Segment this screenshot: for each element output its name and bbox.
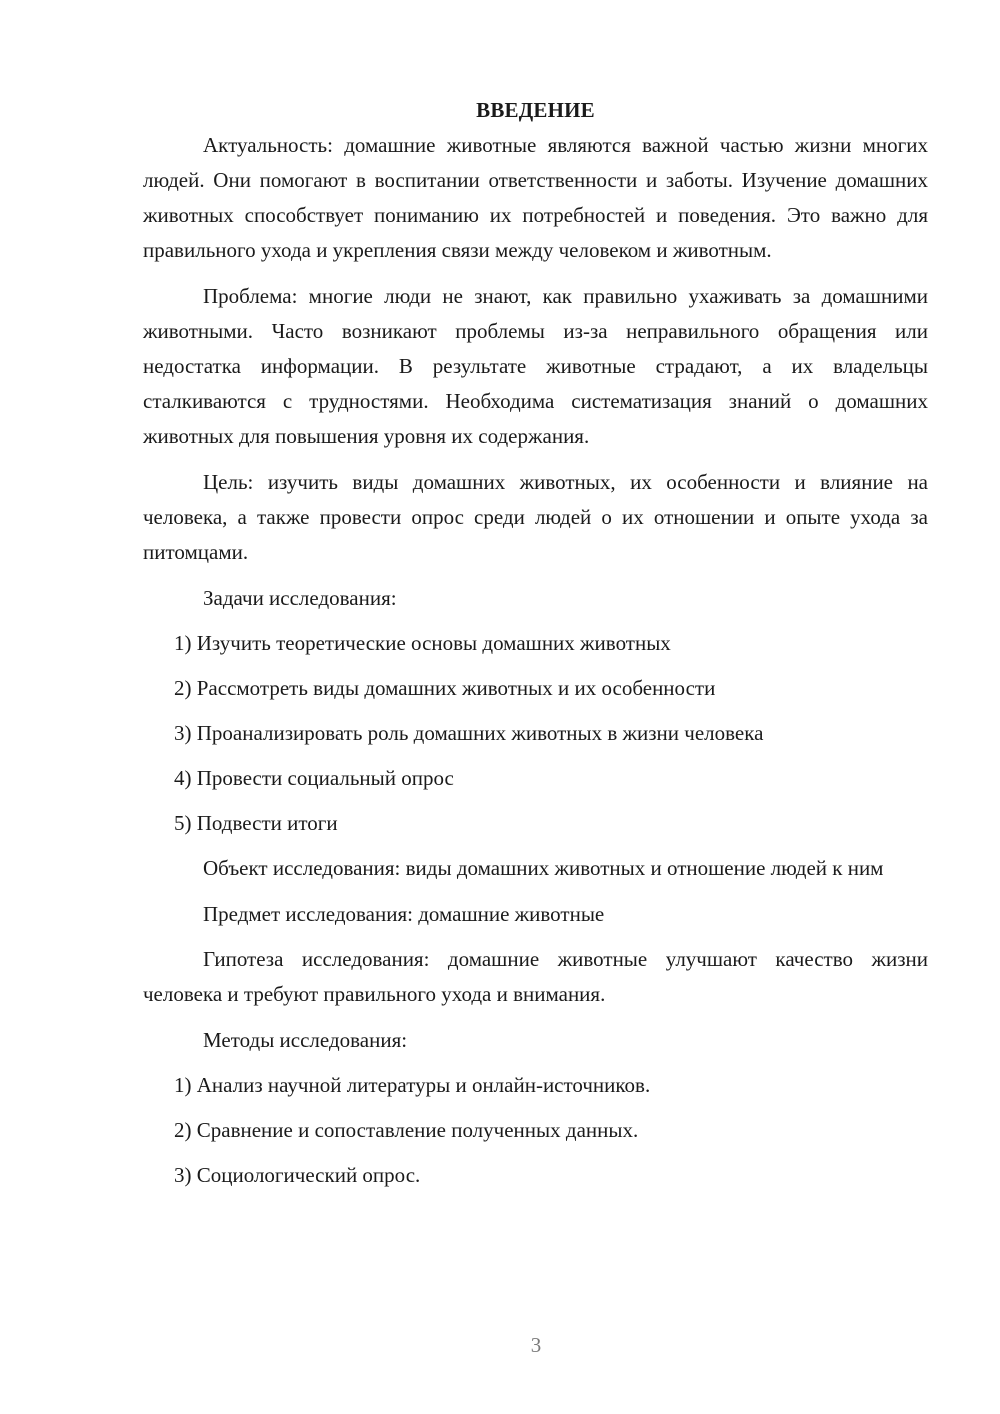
- page-number: 3: [530, 1333, 542, 1357]
- task-item: 5) Подвести итоги: [174, 811, 338, 835]
- document-page: [143, 93, 928, 1203]
- goal-paragraph: Цель: изучить виды домашних животных, их особенности и влияние на человека, а также провести опрос среди людей о их отношении и опыте ухода за питомцами.: [143, 470, 928, 564]
- subject-paragraph: Предмет исследования: домашние животные: [203, 902, 605, 926]
- hypothesis-paragraph: Гипотеза исследования: домашние животные улучшают качество жизни человека и требуют правильного ухода и внимания.: [143, 947, 928, 1006]
- method-item: 3) Социологический опрос.: [174, 1163, 421, 1187]
- method-item: 2) Сравнение и сопоставление полученных данных.: [174, 1118, 639, 1142]
- task-item: 3) Проанализировать роль домашних животных в жизни человека: [174, 721, 764, 745]
- task-item: 1) Изучить теоретические основы домашних животных: [174, 631, 671, 655]
- task-item: 2) Рассмотреть виды домашних животных и их особенности: [174, 676, 716, 700]
- page-title: ВВЕДЕНИЕ: [476, 98, 595, 122]
- problem-paragraph: Проблема: многие люди не знают, как правильно ухаживать за домашними животными. Часто возникают проблемы из-за неправильного обращения или недостатка информации. В результате животные страдают, а их владельцы сталкиваются с трудностями. Необходима систематизация знаний о домашних животных для повышения уровня их содержания.: [143, 284, 928, 448]
- method-item: 1) Анализ научной литературы и онлайн-источников.: [174, 1073, 651, 1097]
- methods-heading: Методы исследования:: [203, 1028, 408, 1052]
- object-paragraph: Объект исследования: виды домашних животных и отношение людей к ним: [203, 856, 884, 880]
- task-item: 4) Провести социальный опрос: [174, 766, 454, 790]
- tasks-heading: Задачи исследования:: [203, 586, 397, 610]
- relevance-paragraph: Актуальность: домашние животные являются важной частью жизни многих людей. Они помогают в воспитании ответственности и заботы. Изучение домашних животных способствует пониманию их потребностей и поведения. Это важно для правильного ухода и укрепления связи между человеком и животным.: [143, 133, 928, 262]
